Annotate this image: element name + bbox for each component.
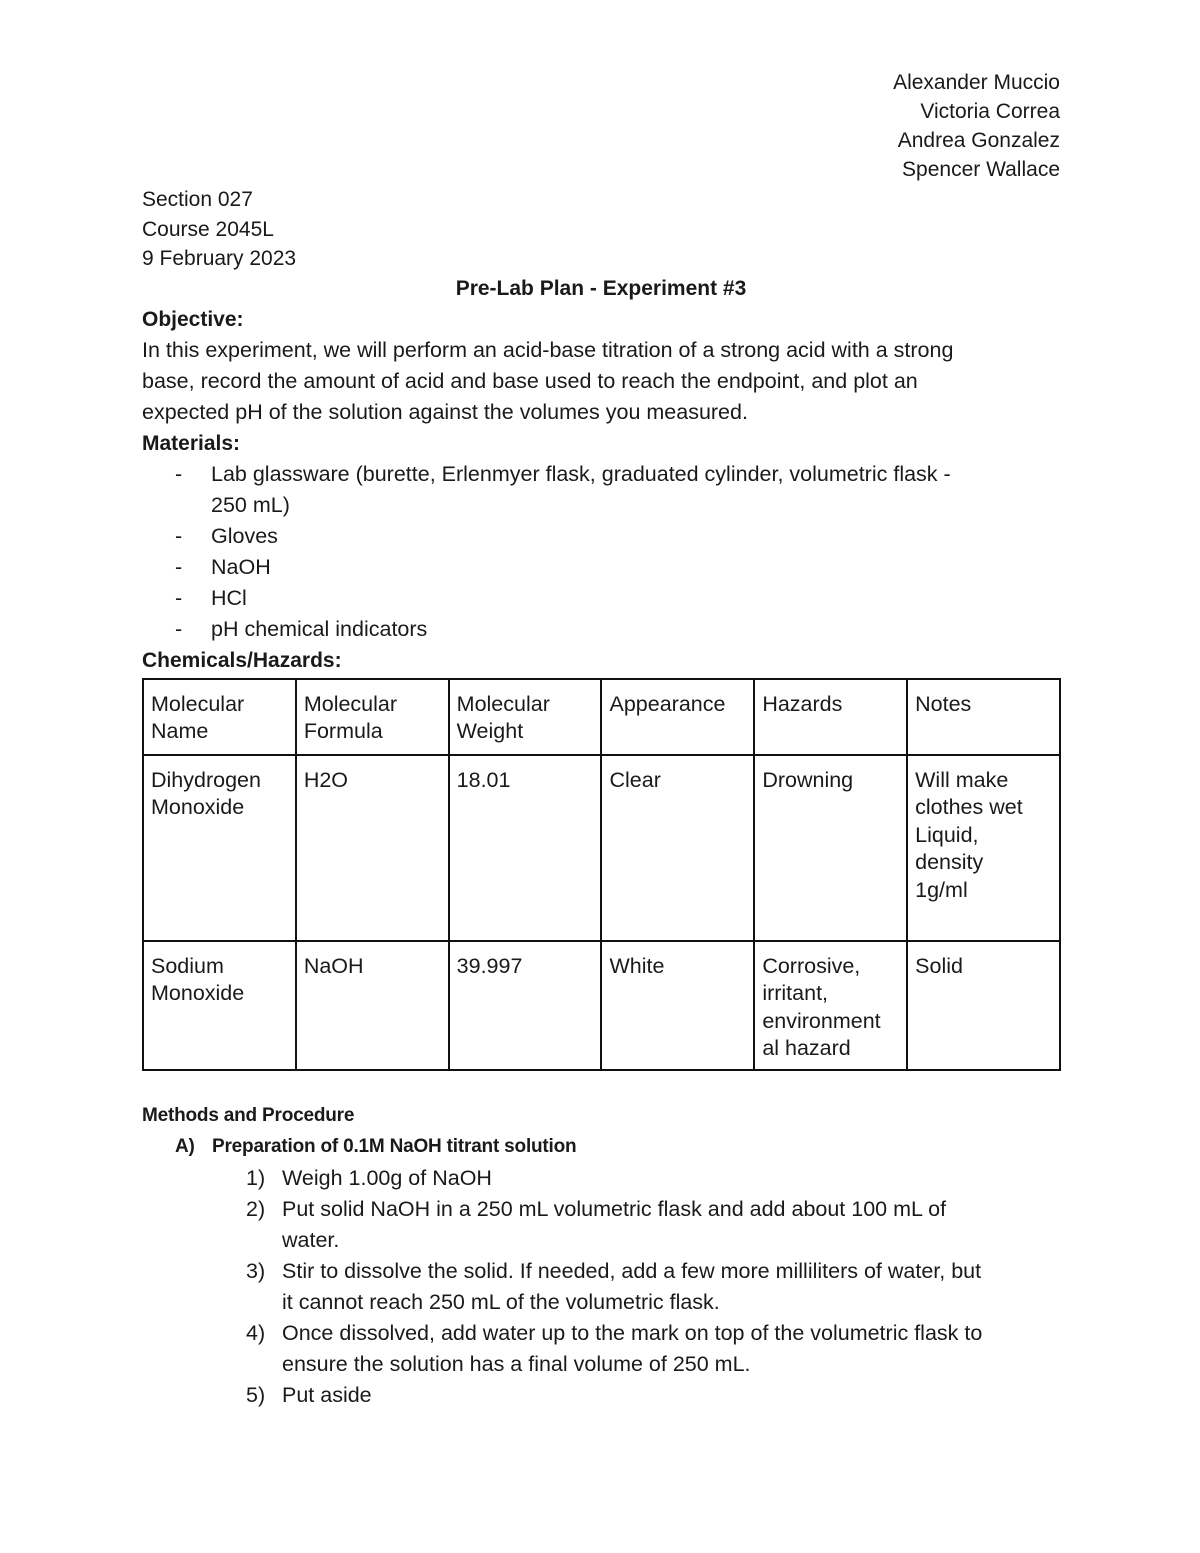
cell-line: Monoxide	[151, 795, 245, 819]
cell-line: Notes	[915, 691, 972, 716]
course-number: Course 2045L	[142, 217, 274, 241]
cell-line: Clear	[609, 767, 661, 792]
cell-line: White	[609, 953, 665, 978]
cell-line: irritant,	[762, 981, 829, 1005]
table-header-cell	[143, 679, 296, 755]
cell-line: environment	[762, 1008, 881, 1033]
cell-line: Name	[151, 719, 209, 743]
cell-line: al hazard	[762, 1036, 851, 1060]
table-cell	[143, 755, 296, 941]
step-line: Weigh 1.00g of NaOH	[282, 1165, 492, 1190]
cell-line: Monoxide	[151, 981, 245, 1005]
table-header-row	[143, 679, 1060, 755]
table-cell	[296, 941, 449, 1070]
list-item-line: HCl	[211, 585, 247, 610]
objective-line: base, record the amount of acid and base used to reach the endpoint, and plot an	[142, 368, 918, 393]
subsection-title: Preparation of 0.1M NaOH titrant solution	[212, 1135, 577, 1157]
list-item	[142, 1163, 1060, 1194]
step-number: 2)	[246, 1196, 266, 1221]
table-header-cell	[449, 679, 602, 755]
step-line: Put solid NaOH in a 250 mL volumetric flask and add about 100 mL of	[282, 1196, 947, 1221]
cell-line: 18.01	[456, 767, 511, 792]
step-line: ensure the solution has a final volume of 250 mL.	[282, 1351, 751, 1376]
document-title: Pre-Lab Plan - Experiment #3	[455, 276, 747, 300]
table-cell	[296, 755, 449, 941]
cell-line: Molecular	[303, 691, 398, 716]
cell-line: Liquid,	[915, 822, 979, 847]
cell-line: Drowning	[762, 767, 854, 792]
cell-line: Appearance	[609, 691, 726, 716]
step-number: 4)	[246, 1320, 266, 1345]
list-item	[142, 614, 1060, 645]
step-line: Once dissolved, add water up to the mark on top of the volumetric flask to	[282, 1320, 983, 1345]
list-item-line: 250 mL)	[211, 492, 290, 517]
list-item	[142, 1256, 1060, 1318]
chemicals-heading: Chemicals/Hazards:	[142, 648, 342, 672]
cell-line: Will make	[915, 767, 1009, 792]
table-cell	[449, 941, 602, 1070]
cell-line: Dihydrogen	[151, 767, 261, 792]
cell-line: H2O	[303, 767, 349, 792]
list-dash: -	[175, 523, 183, 548]
list-item-line: NaOH	[211, 554, 271, 579]
document-meta	[142, 185, 1060, 274]
list-dash: -	[175, 461, 183, 486]
document-date: 9 February 2023	[142, 247, 297, 270]
list-item	[142, 459, 1060, 521]
author-name: Spencer Wallace	[902, 158, 1060, 181]
subsection-mark: A)	[175, 1135, 195, 1157]
cell-line: Hazards	[762, 691, 843, 716]
step-line: Stir to dissolve the solid. If needed, add a few more milliliters of water, but	[282, 1258, 982, 1283]
objective-line: In this experiment, we will perform an acid-base titration of a strong acid with a strong	[142, 337, 954, 362]
objective-text	[142, 335, 1060, 428]
procedure-steps	[142, 1163, 1060, 1411]
list-dash: -	[175, 616, 183, 641]
cell-line: Corrosive,	[762, 953, 861, 978]
document-page	[142, 68, 1060, 1411]
methods-heading: Methods and Procedure	[142, 1104, 355, 1126]
cell-line: Sodium	[151, 953, 224, 978]
list-item-line: Lab glassware (burette, Erlenmyer flask, graduated cylinder, volumetric flask -	[211, 461, 951, 486]
list-item	[142, 1380, 1060, 1411]
list-dash: -	[175, 585, 183, 610]
step-line: Put aside	[282, 1382, 372, 1407]
list-item	[142, 1318, 1060, 1380]
materials-heading: Materials:	[142, 431, 241, 455]
list-item	[142, 521, 1060, 552]
cell-line: 1g/ml	[915, 877, 968, 902]
list-item-line: pH chemical indicators	[211, 616, 428, 641]
table-row	[143, 755, 1060, 941]
section-number: Section 027	[142, 188, 253, 211]
table-header-cell	[907, 679, 1060, 755]
objective-heading: Objective:	[142, 307, 244, 331]
table-cell	[449, 755, 602, 941]
step-number: 1)	[246, 1165, 266, 1190]
author-name: Andrea Gonzalez	[897, 129, 1060, 152]
subsection-heading	[142, 1131, 1060, 1163]
table-cell	[601, 941, 754, 1070]
cell-line: Molecular	[151, 691, 245, 716]
list-dash: -	[175, 554, 183, 579]
list-item-line: Gloves	[211, 523, 278, 548]
list-item	[142, 1194, 1060, 1256]
table-cell	[907, 755, 1060, 941]
objective-line: expected pH of the solution against the volumes you measured.	[142, 399, 748, 424]
table-header-cell	[601, 679, 754, 755]
author-list	[142, 68, 1060, 184]
cell-line: density	[915, 850, 984, 874]
cell-line: Solid	[915, 953, 963, 978]
author-name: Victoria Correa	[920, 100, 1060, 123]
step-line: water.	[282, 1227, 340, 1252]
list-item	[142, 552, 1060, 583]
table-cell	[601, 755, 754, 941]
step-number: 3)	[246, 1258, 266, 1283]
cell-line: 39.997	[456, 953, 523, 978]
materials-list	[142, 459, 1060, 645]
list-item	[142, 583, 1060, 614]
cell-line: clothes wet	[915, 795, 1023, 819]
chemicals-table-body	[143, 679, 1060, 1070]
step-line: it cannot reach 250 mL of the volumetric flask.	[282, 1289, 720, 1314]
table-row	[143, 941, 1060, 1070]
table-header-cell	[296, 679, 449, 755]
step-number: 5)	[246, 1382, 266, 1407]
table-cell	[754, 941, 907, 1070]
table-cell	[143, 941, 296, 1070]
table-header-cell	[754, 679, 907, 755]
cell-line: Weight	[456, 719, 524, 743]
cell-line: NaOH	[303, 953, 364, 978]
author-name: Alexander Muccio	[893, 71, 1060, 94]
table-cell	[907, 941, 1060, 1070]
table-cell	[754, 755, 907, 941]
cell-line: Formula	[303, 719, 383, 743]
cell-line: Molecular	[456, 691, 550, 716]
chemicals-table	[142, 678, 1061, 1071]
